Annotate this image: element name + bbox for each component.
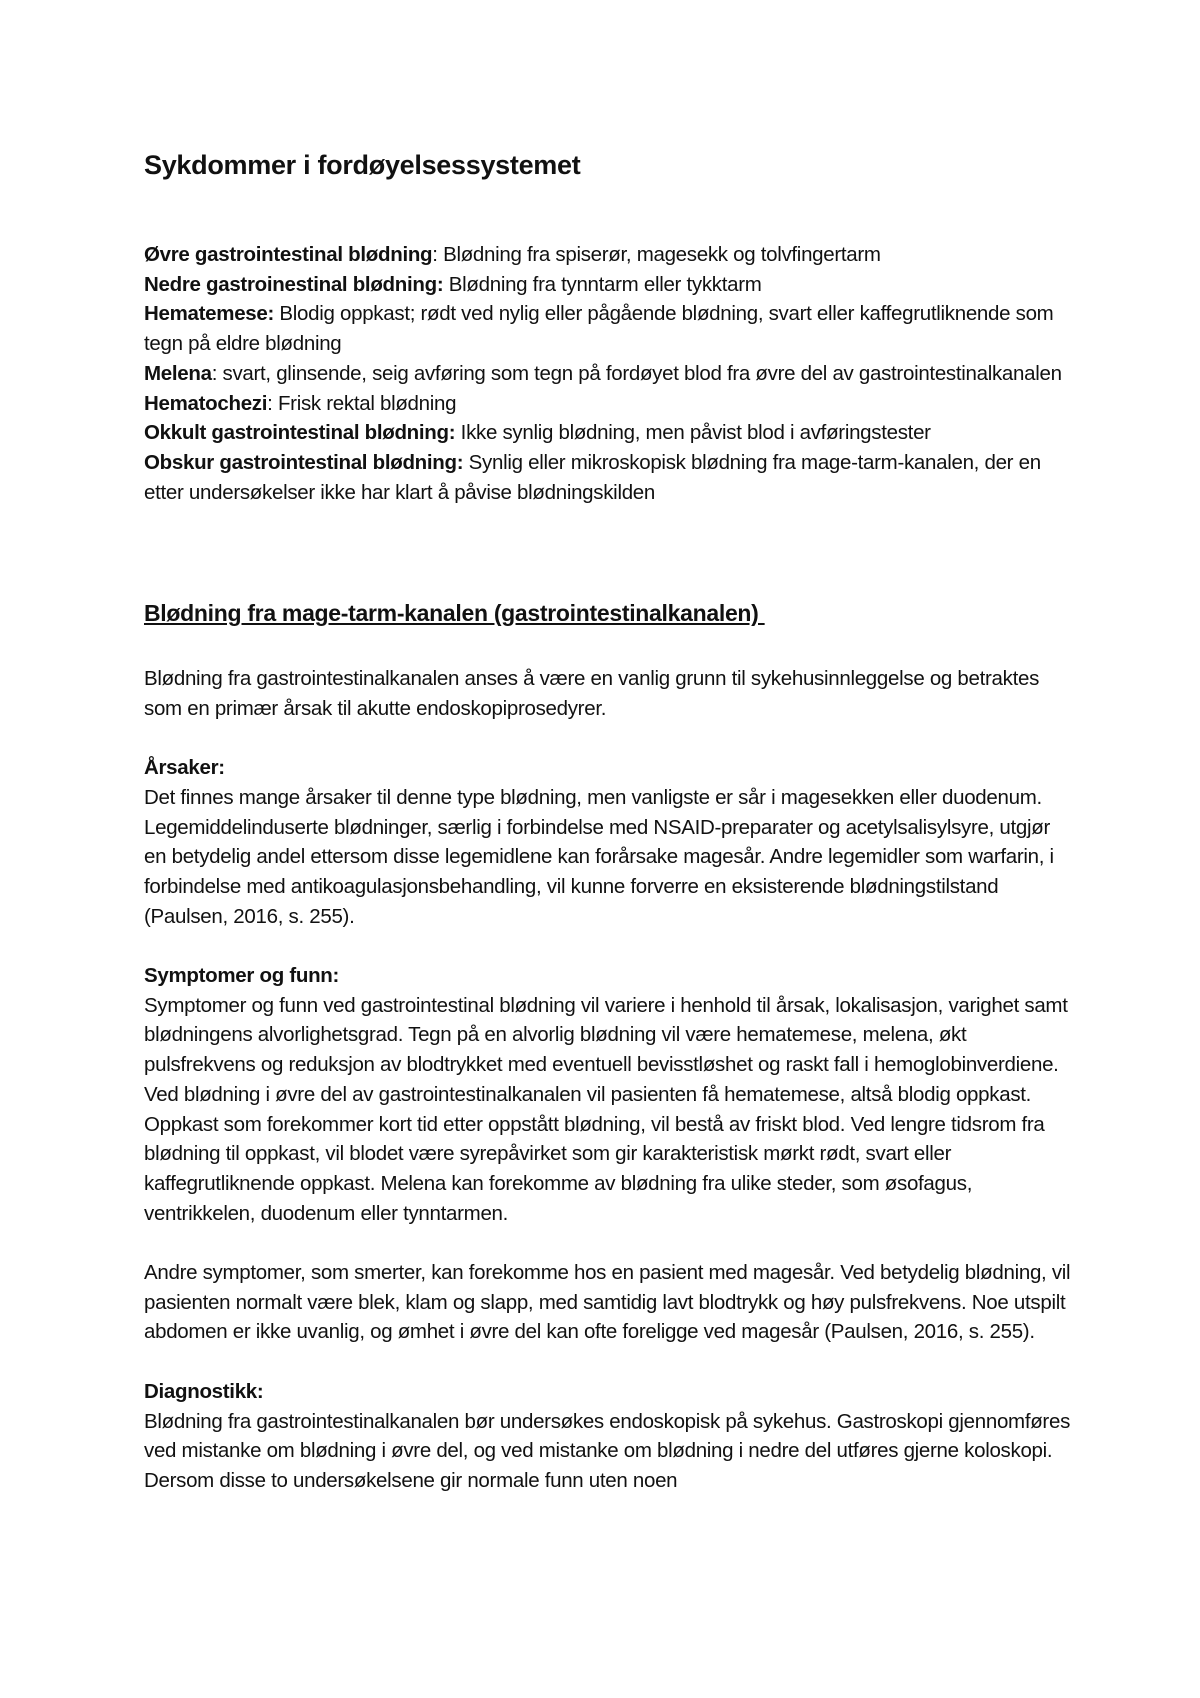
symptoms-heading: Symptomer og funn: xyxy=(144,964,340,987)
causes-paragraph: Det finnes mange årsaker til denne type blødning, men vanligste er sår i magesekken eller duodenum. Legemiddelinduserte blødninger, særlig i forbindelse med NSAID-preparater og acetylsalisylsyre, utgjør en betydelig andel ettersom disse legemidlene kan forårsake magesår. Andre legemidler som warfarin, i forbindelse med antikoagulasjonsbehandling, vil kunne forverre en eksisterende blødningstilstand (Paulsen, 2016, s. 255). xyxy=(144,785,1054,928)
definition-text: Blodig oppkast; rødt ved nylig eller pågående blødning, svart eller kaffegrutliknende som tegn på eldre blødning xyxy=(144,302,1054,356)
definition-item xyxy=(144,299,1074,358)
definition-item xyxy=(144,240,1074,270)
definition-text: : Blødning fra spiserør, magesekk og tolvfingertarm xyxy=(432,243,881,266)
section-heading: Blødning fra mage-tarm-kanalen (gastrointestinalkanalen) xyxy=(144,600,765,626)
section-body xyxy=(144,664,1074,1496)
definition-term: Hematemese: xyxy=(144,302,275,326)
symptoms-paragraph: Symptomer og funn ved gastrointestinal blødning vil variere i henhold til årsak, lokalisasjon, varighet samt blødningens alvorlighetsgrad. Tegn på en alvorlig blødning vil være hematemese, melena, økt pulsfrekvens og reduksjon av blodtrykket med eventuell bevisstløshet og raskt fall i hemoglobinverdiene. Ved blødning i øvre del av gastrointestinalkanalen vil pasienten få hematemese, altså blodig oppkast. Oppkast som forekommer kort tid etter oppstått blødning, vil bestå av friskt blod. Ved lengre tidsrom fra blødning til oppkast, vil blodet være syrepåvirket som gir karakteristisk mørkt rødt, svart eller kaffegrutliknende oppkast. Melena kan forekomme av blødning fra ulike steder, som øsofagus, ventrikkelen, duodenum eller tynntarmen. xyxy=(144,993,1068,1225)
definition-text: : Frisk rektal blødning xyxy=(267,391,457,415)
definition-term: Obskur gastrointestinal blødning: xyxy=(144,450,464,474)
diagnostics-heading: Diagnostikk: xyxy=(144,1379,264,1403)
symptoms-paragraph-2: Andre symptomer, som smerter, kan forekomme hos en pasient med magesår. Ved betydelig blødning, vil pasienten normalt være blek, klam og slapp, med samtidig lavt blodtrykk og høy pulsfrekvens. Noe utspilt abdomen er ikke uvanlig, og ømhet i øvre del kan ofte foreligge ved magesår (Paulsen, 2016, s. 255). xyxy=(144,1261,1071,1344)
definition-text: Ikke synlig blødning, men påvist blod i avføringstester xyxy=(455,421,931,445)
definition-term: Hematochezi xyxy=(144,391,268,415)
definition-item xyxy=(144,448,1074,507)
definition-term: Nedre gastroinestinal blødning: xyxy=(144,272,444,296)
definition-item xyxy=(144,418,1074,448)
definition-text: : svart, glinsende, seig avføring som tegn på fordøyet blod fra øvre del av gastrointestinalkanalen xyxy=(211,361,1062,385)
definition-text: Blødning fra tynntarm eller tykktarm xyxy=(443,272,762,296)
diagnostics-paragraph: Blødning fra gastrointestinalkanalen bør undersøkes endoskopisk på sykehus. Gastroskopi gjennomføres ved mistanke om blødning i øvre del, og ved mistanke om blødning i nedre del utføres gjerne koloskopi. Dersom disse to undersøkelsene gir normale funn uten noen xyxy=(144,1409,1071,1492)
definition-item xyxy=(144,359,1074,389)
definition-item xyxy=(144,270,1074,300)
document-title: Sykdommer i fordøyelsessystemet xyxy=(144,150,581,180)
intro-paragraph: Blødning fra gastrointestinalkanalen anses å være en vanlig grunn til sykehusinnleggelse og betraktes som en primær årsak til akutte endoskopiprosedyrer. xyxy=(144,667,1040,720)
definition-term: Melena xyxy=(144,361,212,385)
causes-heading: Årsaker: xyxy=(144,756,225,780)
definition-term: Okkult gastrointestinal blødning: xyxy=(144,421,456,445)
definition-item xyxy=(144,389,1074,419)
definition-term: Øvre gastrointestinal blødning xyxy=(144,243,433,266)
definition-text: Synlig eller mikroskopisk blødning fra mage-tarm-kanalen, der en etter undersøkelser ikke har klart å påvise blødningskilden xyxy=(144,450,1041,504)
definitions-list xyxy=(144,240,1074,507)
